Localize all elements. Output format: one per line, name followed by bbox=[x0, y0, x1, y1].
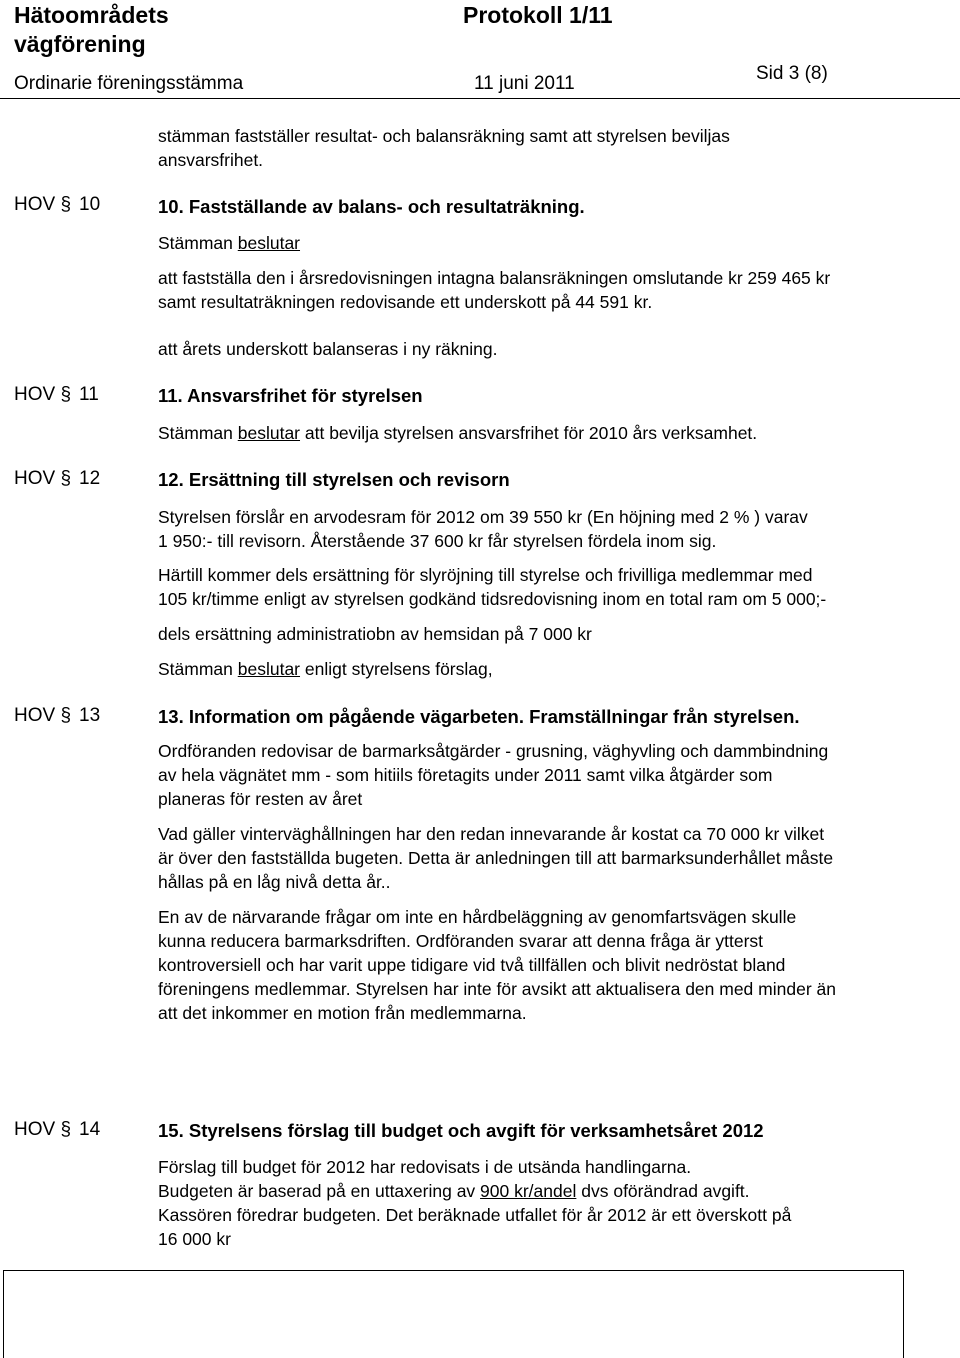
section-12-line-4: 105 kr/timme enligt av styrelsen godkänd tidsredovisning inom en total ram om 5 000;- bbox=[158, 589, 827, 609]
section-13-paragraph-2: Vad gäller vinterväghållningen har den redan innevarande år kostat ca 70 000 kr vilket är över den fastställda bugeten. Detta är anledningen till att barmarksunderhållet måste hållas på en låg nivå detta år.. bbox=[158, 824, 834, 892]
section-14-line-1: Förslag till budget för 2012 har redovisats i de utsända handlingarna. bbox=[158, 1157, 692, 1177]
section-13-paragraph-3: En av de närvarande frågar om inte en hårdbeläggning av genomfartsvägen skulle kunna reducera barmarksdriften. Ordföranden svarar att denna fråga är ytterst kontroversiell och har varit uppe tidigare vid två tillfällen och blivit nedröstat bland föreningens medlemmar. Styrelsen har inte för avsikt att aktualisera den med minder än att det inkommer en motion från medlemmarna. bbox=[158, 907, 836, 1023]
section-14-heading: 15. Styrelsens förslag till budget och avgift för verksamhetsåret 2012 bbox=[158, 1120, 764, 1141]
section-10-line-2: samt resultaträkningen redovisande ett underskott på 44 591 kr. bbox=[158, 292, 653, 312]
meeting-date: 11 juni 2011 bbox=[474, 73, 575, 94]
meeting-type: Ordinarie föreningsstämma bbox=[14, 73, 244, 94]
section-10-heading: 10. Fastställande av balans- och resultaträkning. bbox=[158, 196, 585, 217]
intro-line-1: stämman fastställer resultat- och balansräkning samt att styrelsen beviljas bbox=[158, 126, 730, 146]
section-10-line-3: att årets underskott balanseras i ny räkning. bbox=[158, 339, 498, 359]
header-divider bbox=[0, 98, 960, 99]
section-label-10: HOV § 10 bbox=[14, 194, 101, 215]
section-14-line-2: Budgeten är baserad på en uttaxering av 900 kr/andel dvs oförändrad avgift. bbox=[158, 1181, 750, 1201]
section-12-line-5: dels ersättning administratiobn av hemsidan på 7 000 kr bbox=[158, 624, 592, 644]
section-13-heading: 13. Information om pågående vägarbeten. Framställningar från styrelsen. bbox=[158, 706, 800, 727]
section-label-11: HOV § 11 bbox=[14, 384, 99, 405]
organization-name: Hätoområdets vägförening bbox=[14, 2, 169, 57]
section-14-line-4: 16 000 kr bbox=[158, 1229, 231, 1249]
section-10-line-1: att fastställa den i årsredovisningen intagna balansräkningen omslutande kr 259 465 kr bbox=[158, 268, 831, 288]
section-12-line-2: 1 950:- till revisorn. Återstående 37 600 kr får styrelsen fördela inom sig. bbox=[158, 531, 717, 551]
section-label-14: HOV § 14 bbox=[14, 1119, 101, 1140]
section-14-line-3: Kassören föredrar budgeten. Det beräknade utfallet för år 2012 är ett överskott på bbox=[158, 1205, 792, 1225]
section-12-line-1: Styrelsen förslår en arvodesram för 2012 om 39 550 kr (En höjning med 2 % ) varav bbox=[158, 507, 808, 527]
section-12-decision: Stämman beslutar enligt styrelsens förslag, bbox=[158, 659, 493, 679]
section-11-heading: 11. Ansvarsfrihet för styrelsen bbox=[158, 385, 423, 406]
intro-line-2: ansvarsfrihet. bbox=[158, 150, 264, 170]
section-10-decision: Stämman beslutar bbox=[158, 233, 301, 253]
protocol-number: Protokoll 1/11 bbox=[463, 2, 613, 28]
section-12-heading: 12. Ersättning till styrelsen och revisorn bbox=[158, 469, 510, 490]
page-number: Sid 3 (8) bbox=[756, 63, 828, 84]
footer-table-frame bbox=[3, 1270, 904, 1358]
section-label-12: HOV § 12 bbox=[14, 468, 101, 489]
section-13-paragraph-1: Ordföranden redovisar de barmarksåtgärder - grusning, väghyvling och dammbindning av hela vägnätet mm - som hitiils företagits under 2011 samt vilka åtgärder som planeras för resten av året bbox=[158, 741, 829, 809]
section-11-decision: Stämman beslutar att bevilja styrelsen ansvarsfrihet för 2010 års verksamhet. bbox=[158, 423, 758, 443]
section-label-13: HOV § 13 bbox=[14, 705, 101, 726]
section-12-line-3: Härtill kommer dels ersättning för slyröjning till styrelse och frivilliga medlemmar med bbox=[158, 565, 813, 585]
